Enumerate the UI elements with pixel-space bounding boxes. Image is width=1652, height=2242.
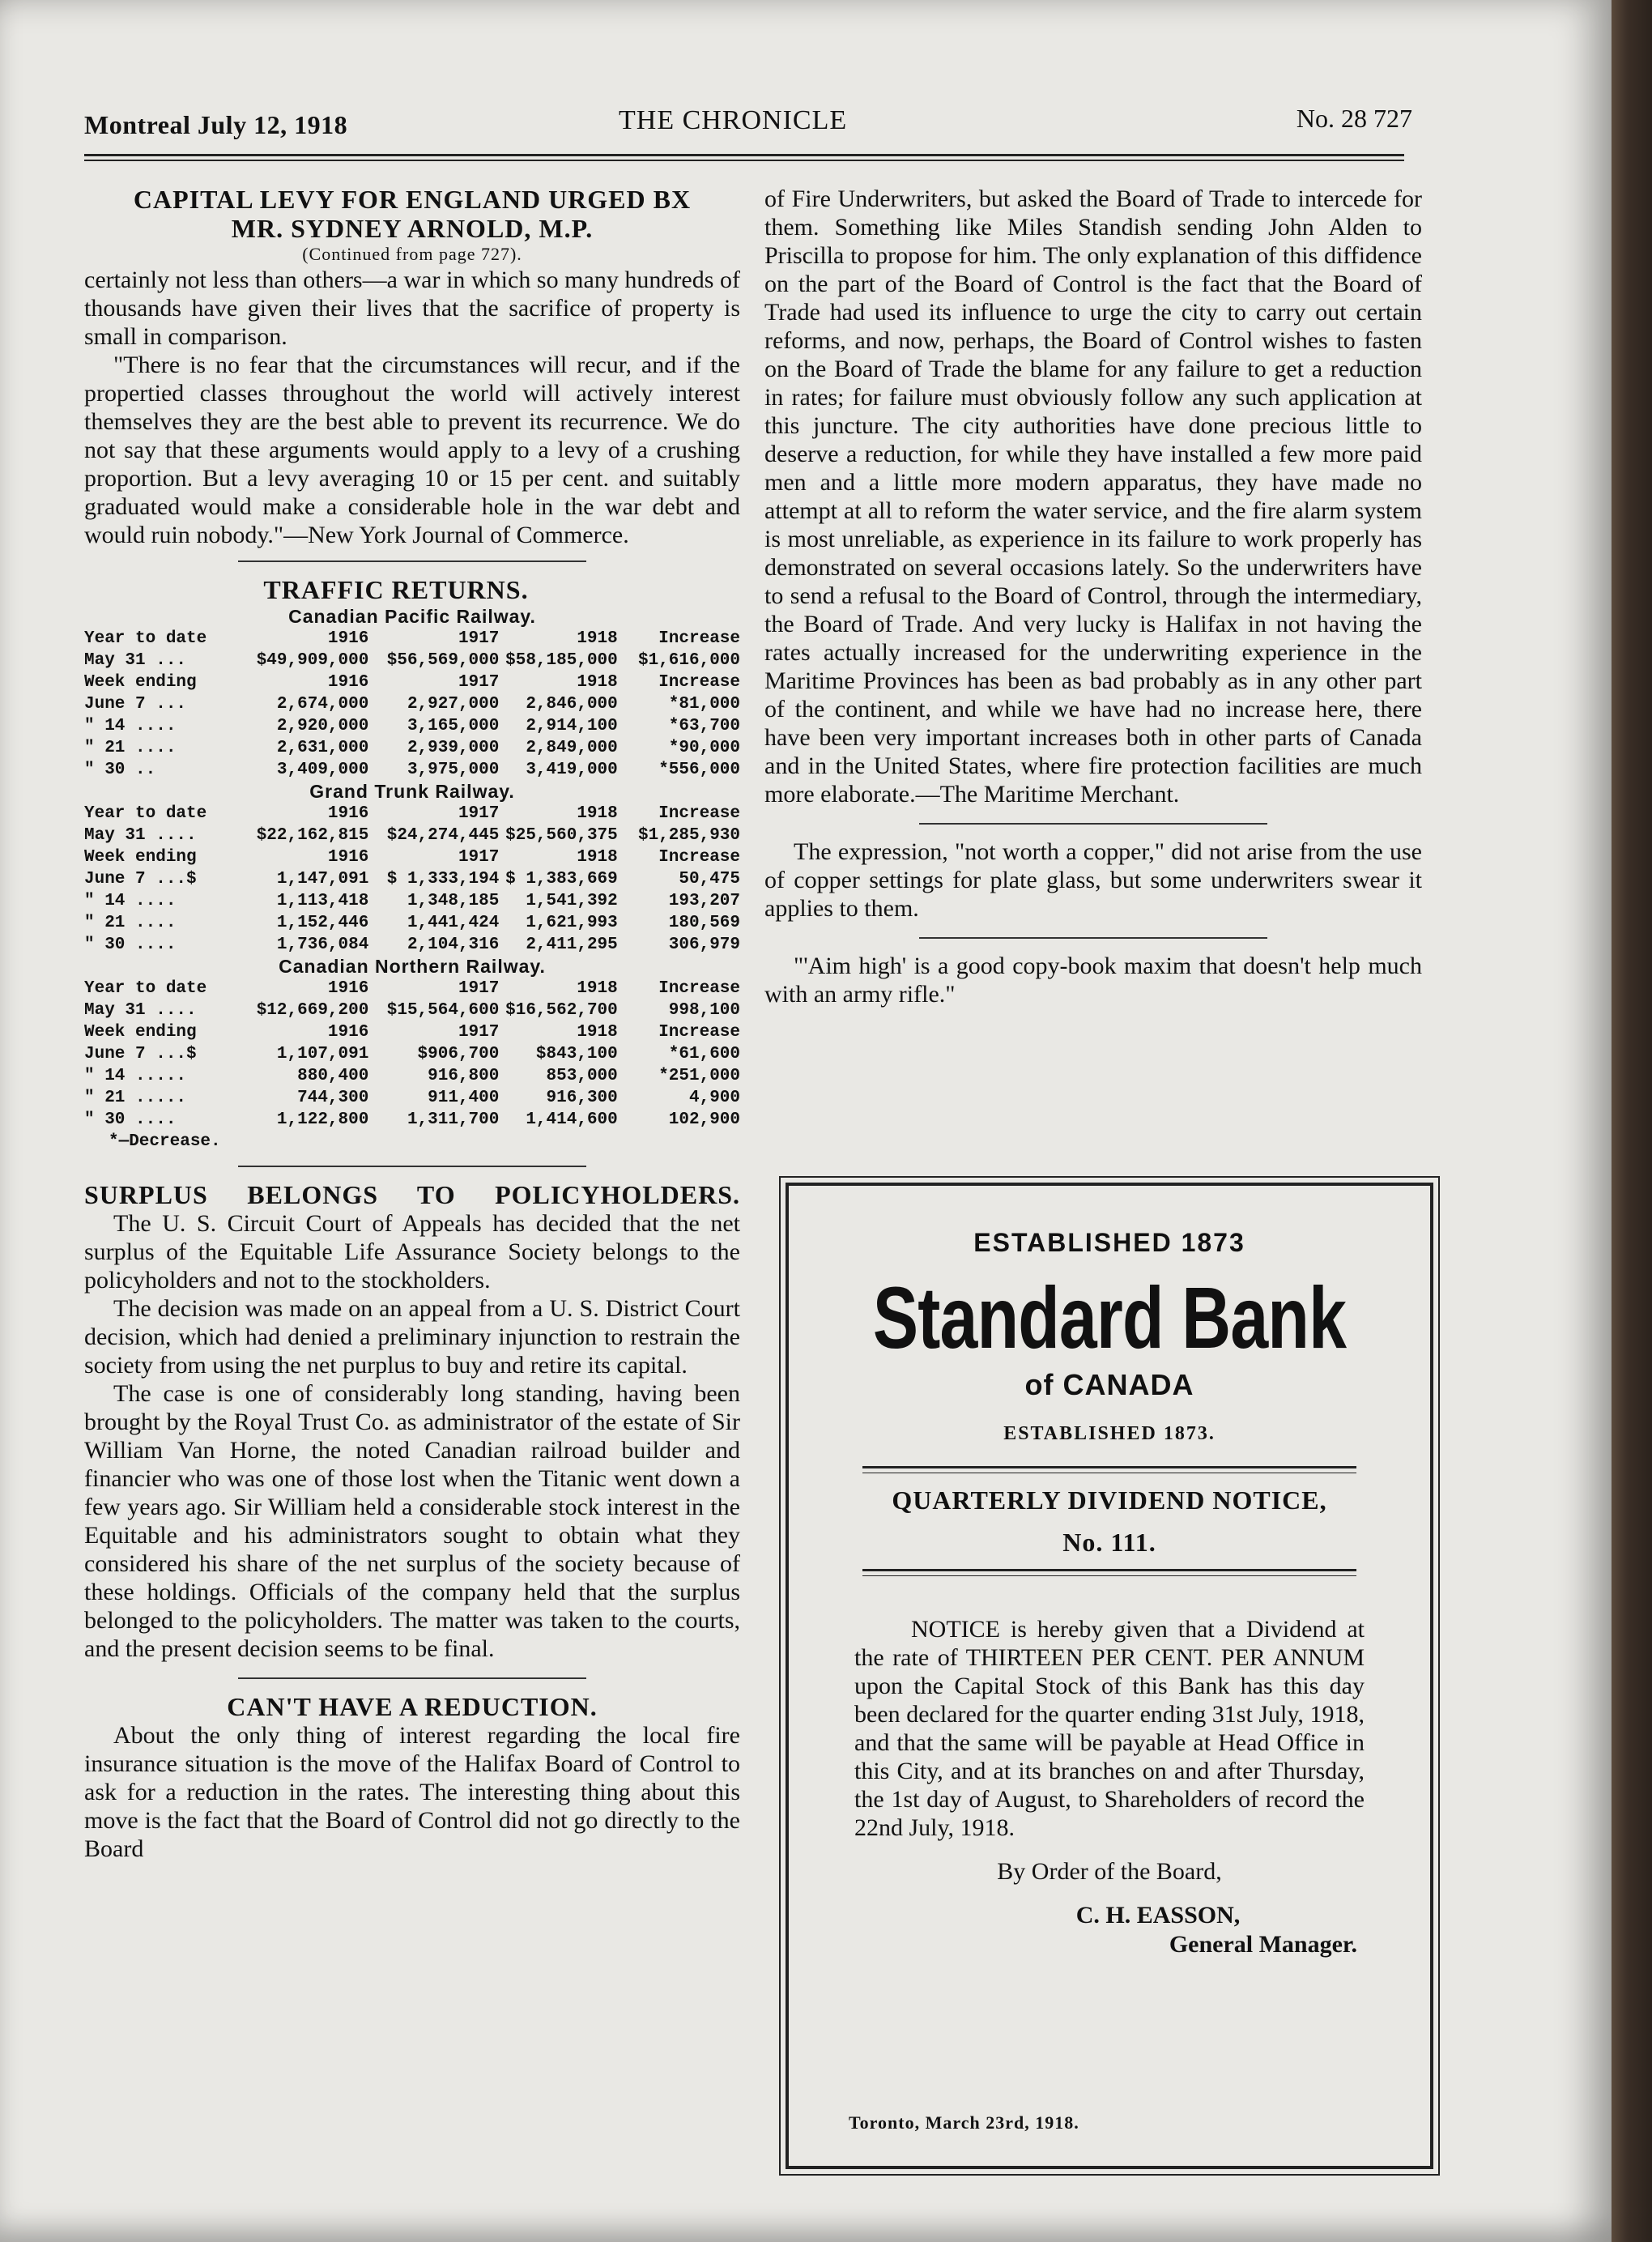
railway-name: Grand Trunk Railway.	[309, 781, 515, 802]
table-cell: 2,927,000	[407, 695, 500, 714]
table-cell: 3,165,000	[407, 717, 500, 735]
table-cell: June 7 ...$	[84, 870, 197, 889]
table-cell: " 14 ....	[84, 717, 177, 735]
table-cell: 744,300	[297, 1089, 369, 1107]
table-cell: $22,162,815	[256, 826, 369, 845]
table-cell: 2,920,000	[276, 717, 369, 735]
table-cell: 1916	[327, 1023, 369, 1042]
table-row	[84, 759, 740, 781]
table-row	[84, 1043, 740, 1065]
surplus-para-1: The U. S. Circuit Court of Appeals has decided that the net surplus of the Equitable Life Assurance Society belongs to the policyholders and not to the stockholders.	[84, 1210, 740, 1294]
page-number: No. 28 727	[1296, 104, 1412, 133]
table-cell: 1917	[458, 1023, 500, 1042]
divider	[919, 937, 1267, 939]
table-cell: 2,631,000	[276, 739, 369, 757]
table-cell: 2,914,100	[526, 717, 618, 735]
table-cell: $56,569,000	[386, 651, 500, 670]
table-cell: Year to date	[84, 979, 207, 998]
table-cell: 1917	[458, 979, 500, 998]
table-cell: Increase	[658, 848, 741, 867]
table-cell: $58,185,000	[505, 651, 618, 670]
surplus-para-3: The case is one of considerably long standing, having been brought by the Royal Trust Co. as administrator of the estate of Sir William Van Horne, the noted Canadian railroad builder and financier who was one of those lost when the Titanic went down a few years ago. Sir William held a considerable stock interest in the Equitable and his administrators sought to obtain what they considered his share of the net surplus of the society because of these holdings. Officials of the company held that the surplus belonged to the policyholders. The matter was taken to the courts, and the present decision seems to be final.	[84, 1380, 740, 1662]
filler-aim-high: "'Aim high' is a good copy-book maxim that doesn't help much with an army rifle."	[764, 953, 1422, 1008]
table-cell: 4,900	[689, 1089, 741, 1107]
table-cell: $25,560,375	[505, 826, 618, 845]
table-cell: 102,900	[668, 1110, 741, 1129]
table-cell: 306,979	[668, 936, 741, 954]
table-cell: 1916	[327, 979, 369, 998]
table-cell: Increase	[658, 1023, 741, 1042]
table-cell: 1917	[458, 629, 500, 648]
ad-signer: C. H. EASSON,	[1075, 1902, 1241, 1929]
table-cell: 1,113,418	[276, 892, 369, 910]
table-cell: $843,100	[535, 1045, 618, 1063]
table-cell: 180,569	[668, 914, 741, 932]
table-cell: 2,849,000	[526, 739, 618, 757]
table-cell: " 14 ....	[84, 892, 177, 910]
right-column	[764, 185, 1422, 1008]
page-header	[84, 104, 1412, 144]
table-cell: 3,975,000	[407, 761, 500, 779]
ad-rule	[862, 1466, 1356, 1473]
table-cell: 1918	[577, 848, 618, 867]
header-date: Montreal July 12, 1918	[84, 110, 348, 139]
table-cell: 1917	[458, 848, 500, 867]
table-row	[84, 890, 740, 912]
table-cell: $16,562,700	[505, 1001, 618, 1020]
table-cell: 1,414,600	[526, 1110, 618, 1129]
surplus-para-2: The decision was made on an appeal from a U. S. District Court decision, which had denied a preliminary injunction to restrain the society from using the net purplus to buy and retire its capital.	[84, 1295, 740, 1379]
ad-notice-title: QUARTERLY DIVIDEND NOTICE,	[892, 1485, 1327, 1515]
table-row	[84, 978, 740, 1000]
table-cell: 2,846,000	[526, 695, 618, 714]
table-row	[84, 825, 740, 846]
table-cell: 1,107,091	[276, 1045, 369, 1063]
table-row	[84, 934, 740, 956]
table-cell: Increase	[658, 804, 741, 823]
surplus-title: SURPLUS BELONGS TO POLICYHOLDERS.	[84, 1180, 740, 1209]
table-row	[84, 737, 740, 759]
table-cell: *63,700	[668, 717, 741, 735]
ad-rule	[862, 1569, 1356, 1576]
table-cell: 1916	[327, 804, 369, 823]
table-cell: *81,000	[668, 695, 741, 714]
table-cell: *90,000	[668, 739, 741, 757]
table-row	[84, 693, 740, 715]
table-row	[84, 1065, 740, 1087]
table-cell: 1916	[327, 629, 369, 648]
table-row	[84, 1109, 740, 1131]
table-cell: " 30 ..	[84, 761, 156, 779]
table-cell: 3,419,000	[526, 761, 618, 779]
table-cell: *251,000	[658, 1067, 741, 1085]
table-row	[84, 868, 740, 890]
table-cell: " 21 .....	[84, 1089, 187, 1107]
divider	[919, 823, 1267, 825]
header-rule	[84, 154, 1404, 161]
table-cell: $15,564,600	[386, 1001, 500, 1020]
table-cell: $12,669,200	[256, 1001, 369, 1020]
table-cell: 193,207	[668, 892, 741, 910]
table-cell: 880,400	[297, 1067, 369, 1085]
table-cell: 1918	[577, 629, 618, 648]
table-cell: 1,441,424	[407, 914, 500, 932]
table-row	[84, 846, 740, 868]
table-cell: " 30 ....	[84, 1110, 177, 1129]
ad-notice-body	[854, 1615, 1365, 1842]
table-cell: $ 1,333,194	[386, 870, 500, 889]
capital-levy-para-1: certainly not less than others—a war in which so many hundreds of thousands have given their lives that the sacrifice of property is small in comparison.	[84, 266, 740, 350]
table-cell: Increase	[658, 673, 741, 692]
table-row	[84, 1021, 740, 1043]
ad-date: Toronto, March 23rd, 1918.	[849, 2112, 1079, 2133]
table-cell: 1918	[577, 673, 618, 692]
ad-order: By Order of the Board,	[997, 1858, 1222, 1885]
table-cell: 916,300	[546, 1089, 618, 1107]
table-row	[84, 650, 740, 671]
reduction-para-1: About the only thing of interest regarding the local fire insurance situation is the move of the Halifax Board of Control to ask for a reduction in the rates. The interesting thing about this move is the fact that the Board of Control did not go directly to the Board	[84, 1722, 740, 1862]
table-cell: Year to date	[84, 804, 207, 823]
table-cell: 1,541,392	[526, 892, 618, 910]
table-cell: Year to date	[84, 629, 207, 648]
traffic-returns-title: TRAFFIC RETURNS.	[263, 575, 529, 604]
table-row	[84, 628, 740, 650]
table-cell: $906,700	[417, 1045, 500, 1063]
table-cell: $24,274,445	[386, 826, 500, 845]
table-cell: 1,147,091	[276, 870, 369, 889]
ad-established: ESTABLISHED 1873	[973, 1228, 1245, 1257]
ad-bank-name: Standard Bank	[872, 1268, 1347, 1366]
table-cell: *556,000	[658, 761, 741, 779]
table-cell: 1,152,446	[276, 914, 369, 932]
table-cell: 1,311,700	[407, 1110, 500, 1129]
table-row	[84, 1000, 740, 1021]
ad-of-canada: of CANADA	[1024, 1368, 1194, 1401]
ad-established-small: ESTABLISHED 1873.	[1003, 1423, 1216, 1444]
table-cell: 1918	[577, 804, 618, 823]
table-cell: May 31 ....	[84, 826, 197, 845]
table-cell: 1,348,185	[407, 892, 500, 910]
table-row	[84, 803, 740, 825]
table-cell: Week ending	[84, 673, 197, 692]
standard-bank-advertisement	[786, 1183, 1433, 2169]
table-cell: Increase	[658, 629, 741, 648]
table-cell: 2,104,316	[407, 936, 500, 954]
table-cell: 998,100	[668, 1001, 741, 1020]
table-cell: $1,616,000	[637, 651, 741, 670]
table-cell: 916,800	[428, 1067, 500, 1085]
table-cell: " 14 .....	[84, 1067, 187, 1085]
publication-title: THE CHRONICLE	[619, 105, 848, 135]
divider	[238, 560, 586, 562]
table-cell: 853,000	[546, 1067, 618, 1085]
table-cell: " 21 ....	[84, 739, 177, 757]
table-cell: " 30 ....	[84, 936, 177, 954]
book-spine	[1612, 0, 1652, 2242]
table-cell: 2,939,000	[407, 739, 500, 757]
table-cell: 1918	[577, 1023, 618, 1042]
ad-notice-text: NOTICE is hereby given that a Dividend at the rate of THIRTEEN PER CENT. PER ANNUM upon the Capital Stock of this Bank has this day been declared for the quarter ending 31st July, 1918, and that the same will be payable at Head Office in this City, and at its branches on and after Thursday, the 1st day of August, to Shareholders of record the 22nd July, 1918.	[854, 1616, 1365, 1841]
table-cell: 50,475	[679, 870, 741, 889]
table-cell: 1916	[327, 848, 369, 867]
table-row	[84, 715, 740, 737]
table-cell: May 31 ....	[84, 1001, 197, 1020]
table-cell: Week ending	[84, 1023, 197, 1042]
table-cell: 3,409,000	[276, 761, 369, 779]
table-cell: 2,674,000	[276, 695, 369, 714]
table-cell: *61,600	[668, 1045, 741, 1063]
railway-name: Canadian Pacific Railway.	[288, 606, 536, 627]
divider	[238, 1677, 586, 1679]
left-column	[84, 185, 740, 1863]
table-cell: $ 1,383,669	[505, 870, 618, 889]
table-cell: 2,411,295	[526, 936, 618, 954]
capital-levy-title-1: CAPITAL LEVY FOR ENGLAND URGED BX	[133, 185, 692, 214]
table-cell: 911,400	[428, 1089, 500, 1107]
table-footnote: *—Decrease.	[109, 1132, 221, 1151]
continued-note: (Continued from page 727).	[302, 244, 522, 264]
table-cell: $1,285,930	[637, 826, 741, 845]
table-cell: 1917	[458, 673, 500, 692]
divider	[238, 1166, 586, 1167]
railway-name: Canadian Northern Railway.	[279, 956, 546, 977]
ad-notice-number: No. 111.	[1062, 1528, 1156, 1557]
table-cell: Week ending	[84, 848, 197, 867]
table-cell: $49,909,000	[256, 651, 369, 670]
capital-levy-para-2: "There is no fear that the circumstances will recur, and if the propertied classes throughout the world will actively interest themselves they are the best able to prevent its recurrence. We do not say that these arguments would apply to a levy of a crushing proportion. But a levy averaging 10 or 15 per cent. and suitably graduated would make a considerable hole in the war debt and would ruin nobody."—New York Journal of Commerce.	[84, 352, 740, 548]
table-cell: 1918	[577, 979, 618, 998]
table-cell: June 7 ...	[84, 695, 187, 714]
table-cell: Increase	[658, 979, 741, 998]
table-row	[84, 912, 740, 934]
table-cell: 1,621,993	[526, 914, 618, 932]
reduction-para-2: of Fire Underwriters, but asked the Board of Trade to intercede for them. Something like Miles Standish sending John Alden to Priscilla to propose for him. The only explanation of this diffidence on the part of the Board of Control is the fact that the Board of Trade had used its influence to urge the city to carry out certain reforms, and now, perhaps, the Board of Control wishes to fasten on the Board of Trade the blame for any failure to get a reduction in rates; for failure must obviously follow any such application at this juncture. The city authorities have done precious little to deserve a reduction, for while they have installed a few more paid men and a little more modern apparatus, they have made no attempt at all to reform the water service, and the fire alarm system is most unreliable, as experience in its failure to work properly has demonstrated on several occasions lately. So the underwriters have to send a refusal to the Board of Control, through the intermediary, the Board of Trade. And very lucky is Halifax in not having the rates actually increased for the underwriting experience in the Maritime Provinces has been as bad probably as in any other part of the continent, and while we have had no increase here, there have been very important increases both in other parts of Canada and in the United States, where fire protection facilities are much more elaborate.—The Maritime Merchant.	[764, 185, 1422, 808]
table-cell: 1,122,800	[276, 1110, 369, 1129]
table-cell: May 31 ...	[84, 651, 187, 670]
table-cell: 1,736,084	[276, 936, 369, 954]
reduction-title: CAN'T HAVE A REDUCTION.	[227, 1692, 598, 1721]
table-cell: " 21 ....	[84, 914, 177, 932]
traffic-returns-table	[84, 606, 740, 1153]
table-cell: June 7 ...$	[84, 1045, 197, 1063]
capital-levy-title-2: MR. SYDNEY ARNOLD, M.P.	[231, 214, 594, 243]
table-cell: 1917	[458, 804, 500, 823]
table-cell: 1916	[327, 673, 369, 692]
table-row	[84, 1087, 740, 1109]
table-row	[84, 671, 740, 693]
ad-signer-title: General Manager.	[1169, 1931, 1357, 1958]
filler-copper: The expression, "not worth a copper," did not arise from the use of copper settings for plate glass, but some underwriters swear it applies to them.	[764, 838, 1422, 922]
